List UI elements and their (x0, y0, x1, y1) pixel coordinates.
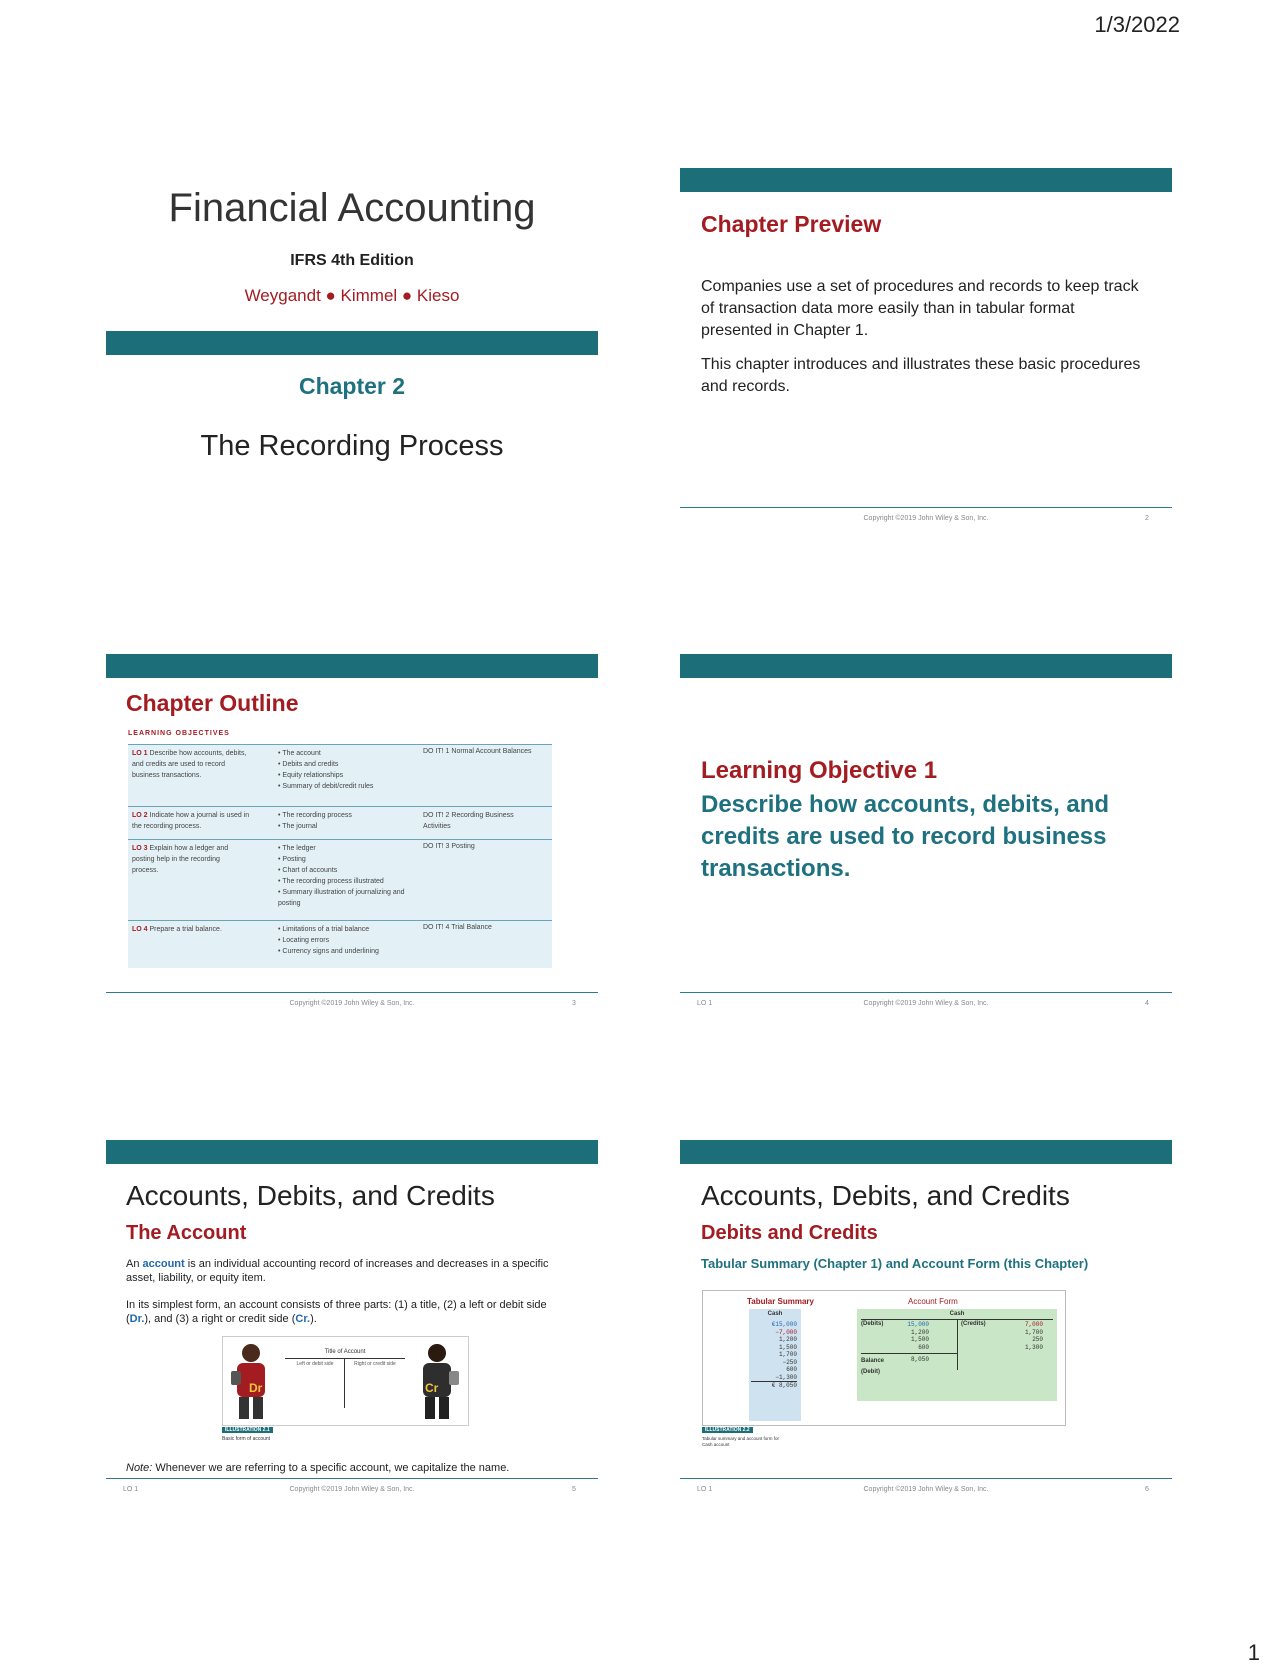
balance-value: 8,050 (910, 1356, 929, 1363)
credit-person-icon (415, 1341, 463, 1421)
outline-table (128, 744, 552, 968)
lo-label: LO 1 (123, 1486, 139, 1493)
topics-cell: • The ledger • Posting • Chart of accounts • The recording process illustrated • Summary illustration of journalizing and posting (278, 845, 405, 907)
t-account-title: Title of Account (324, 1349, 366, 1355)
illustration-caption: Tabular summary and account form for Cash account (702, 1436, 780, 1447)
learning-objectives-label: LEARNING OBJECTIVES (128, 730, 230, 737)
lo-cell: LO 4 Prepare a trial balance. (132, 926, 222, 933)
doit-cell: DO IT! 2 Recording Business Activities (423, 812, 514, 830)
page-number: 1 (1247, 1640, 1260, 1665)
slide-title: Accounts, Debits, and Credits (701, 1180, 1070, 1211)
slide-number: 3 (572, 1000, 576, 1007)
slide-number: 2 (1145, 515, 1149, 522)
preview-paragraph-1: Companies use a set of procedures and records to keep track of transaction data more easily than in tabular format presented in Chapter 1. (701, 278, 1139, 339)
lo-label: LO 1 (697, 1000, 713, 1007)
cash-label: Cash (949, 1311, 965, 1317)
slide-heading: The Account (126, 1222, 247, 1244)
slide-heading: Chapter Preview (701, 211, 882, 237)
doit-cell: DO IT! 1 Normal Account Balances (423, 748, 532, 755)
balance-label: Balance (Debit) (861, 1358, 885, 1375)
t-account-top-rule (285, 1358, 405, 1359)
credits-label: (Credits) (961, 1321, 986, 1327)
lo-heading: Learning Objective 1 (701, 757, 938, 784)
slide-subheading: Tabular Summary (Chapter 1) and Account Form (this Chapter) (701, 1256, 1089, 1271)
header-band (106, 654, 598, 678)
slide-heading: Chapter Outline (126, 690, 299, 716)
doit-cell: DO IT! 3 Posting (423, 843, 475, 850)
copyright: Copyright ©2019 John Wiley & Son, Inc. (863, 515, 989, 522)
account-form-label: Account Form (908, 1297, 958, 1306)
outline-row (128, 839, 552, 840)
book-title: Financial Accounting (168, 186, 536, 230)
slide-heading: Debits and Credits (701, 1222, 878, 1244)
authors: Weygandt ● Kimmel ● Kieso (244, 286, 460, 305)
topics-cell: • The account • Debits and credits • Equity relationships • Summary of debit/credit rules (278, 750, 374, 790)
topics-cell: • The recording process • The journal (278, 812, 352, 830)
lo-label: LO 1 (697, 1486, 713, 1493)
debit-values: 15,000 1,200 1,500 600 (907, 1321, 929, 1351)
debit-tag: Dr (249, 1381, 263, 1395)
copyright: Copyright ©2019 John Wiley & Son, Inc. (289, 1000, 415, 1007)
illustration-tag: ILLUSTRATION 2.1 (222, 1427, 273, 1433)
tabular-cash-column (749, 1309, 801, 1421)
slide-number: 4 (1145, 1000, 1149, 1007)
credit-tag: Cr (425, 1381, 439, 1395)
footer-rule (680, 507, 1172, 508)
header-band (680, 168, 1172, 192)
slide-title: Accounts, Debits, and Credits (126, 1180, 495, 1211)
edition: IFRS 4th Edition (290, 252, 414, 269)
outline-row (128, 744, 552, 745)
illustration-caption: Basic form of account (222, 1436, 271, 1442)
illustration-tag: ILLUSTRATION 2.2 (702, 1427, 753, 1433)
preview-paragraph-2: This chapter introduces and illustrates these basic procedures and records. (701, 356, 1141, 395)
footer-rule (106, 992, 598, 993)
topics-cell: • Limitations of a trial balance • Locating errors • Currency signs and underlining (278, 926, 379, 955)
footer-rule (106, 1478, 598, 1479)
lo-cell: LO 2 Indicate how a journal is used in the recording process. (132, 812, 250, 830)
lo-description: Describe how accounts, debits, and credits are used to record business transactions. (701, 791, 1110, 882)
chapter-title: The Recording Process (200, 430, 504, 462)
print-date: 1/3/2022 (1094, 12, 1180, 37)
account-definition: An account is an individual accounting record of increases and decreases in a specific asset, liability, or equity item. (126, 1258, 549, 1284)
slide-number: 6 (1145, 1486, 1149, 1493)
t-account-right-label: Right or credit side (354, 1361, 396, 1367)
outline-row (128, 806, 552, 807)
note: Note: Whenever we are referring to a specific account, we capitalize the name. (126, 1462, 510, 1474)
header-band (680, 654, 1172, 678)
tabular-vs-account-figure (702, 1290, 1066, 1426)
account-parts: In its simplest form, an account consists of three parts: (1) a title, (2) a left or debit side (Dr.), and (3) a right or credit side (Cr.). (126, 1299, 547, 1325)
outline-row (128, 920, 552, 921)
copyright: Copyright ©2019 John Wiley & Son, Inc. (289, 1486, 415, 1493)
debits-label: (Debits) (861, 1321, 884, 1327)
lo-cell: LO 3 Explain how a ledger and posting help in the recording process. (132, 845, 229, 874)
t-account-center-rule (344, 1358, 345, 1408)
t-account-figure (222, 1336, 469, 1426)
header-band (680, 1140, 1172, 1164)
header-band (106, 1140, 598, 1164)
account-form-box (857, 1309, 1057, 1401)
chapter-number: Chapter 2 (298, 373, 406, 399)
slide-number: 5 (572, 1486, 576, 1493)
cash-label: Cash (767, 1311, 783, 1317)
credit-values: 7,000 1,700 250 1,300 (1024, 1321, 1043, 1351)
copyright: Copyright ©2019 John Wiley & Son, Inc. (863, 1000, 989, 1007)
footer-rule (680, 992, 1172, 993)
footer-rule (680, 1478, 1172, 1479)
lo-cell: LO 1 Describe how accounts, debits, and credits are used to record business transactions. (132, 750, 247, 779)
title-band (106, 331, 598, 355)
t-account-left-label: Left or debit side (296, 1361, 334, 1367)
tabular-values: €15,000 −7,000 1,200 1,500 1,700 −250 600 −1,300 € 8,050 (751, 1321, 797, 1390)
doit-cell: DO IT! 4 Trial Balance (423, 924, 492, 931)
tabular-summary-label: Tabular Summary (747, 1297, 814, 1306)
copyright: Copyright ©2019 John Wiley & Son, Inc. (863, 1486, 989, 1493)
